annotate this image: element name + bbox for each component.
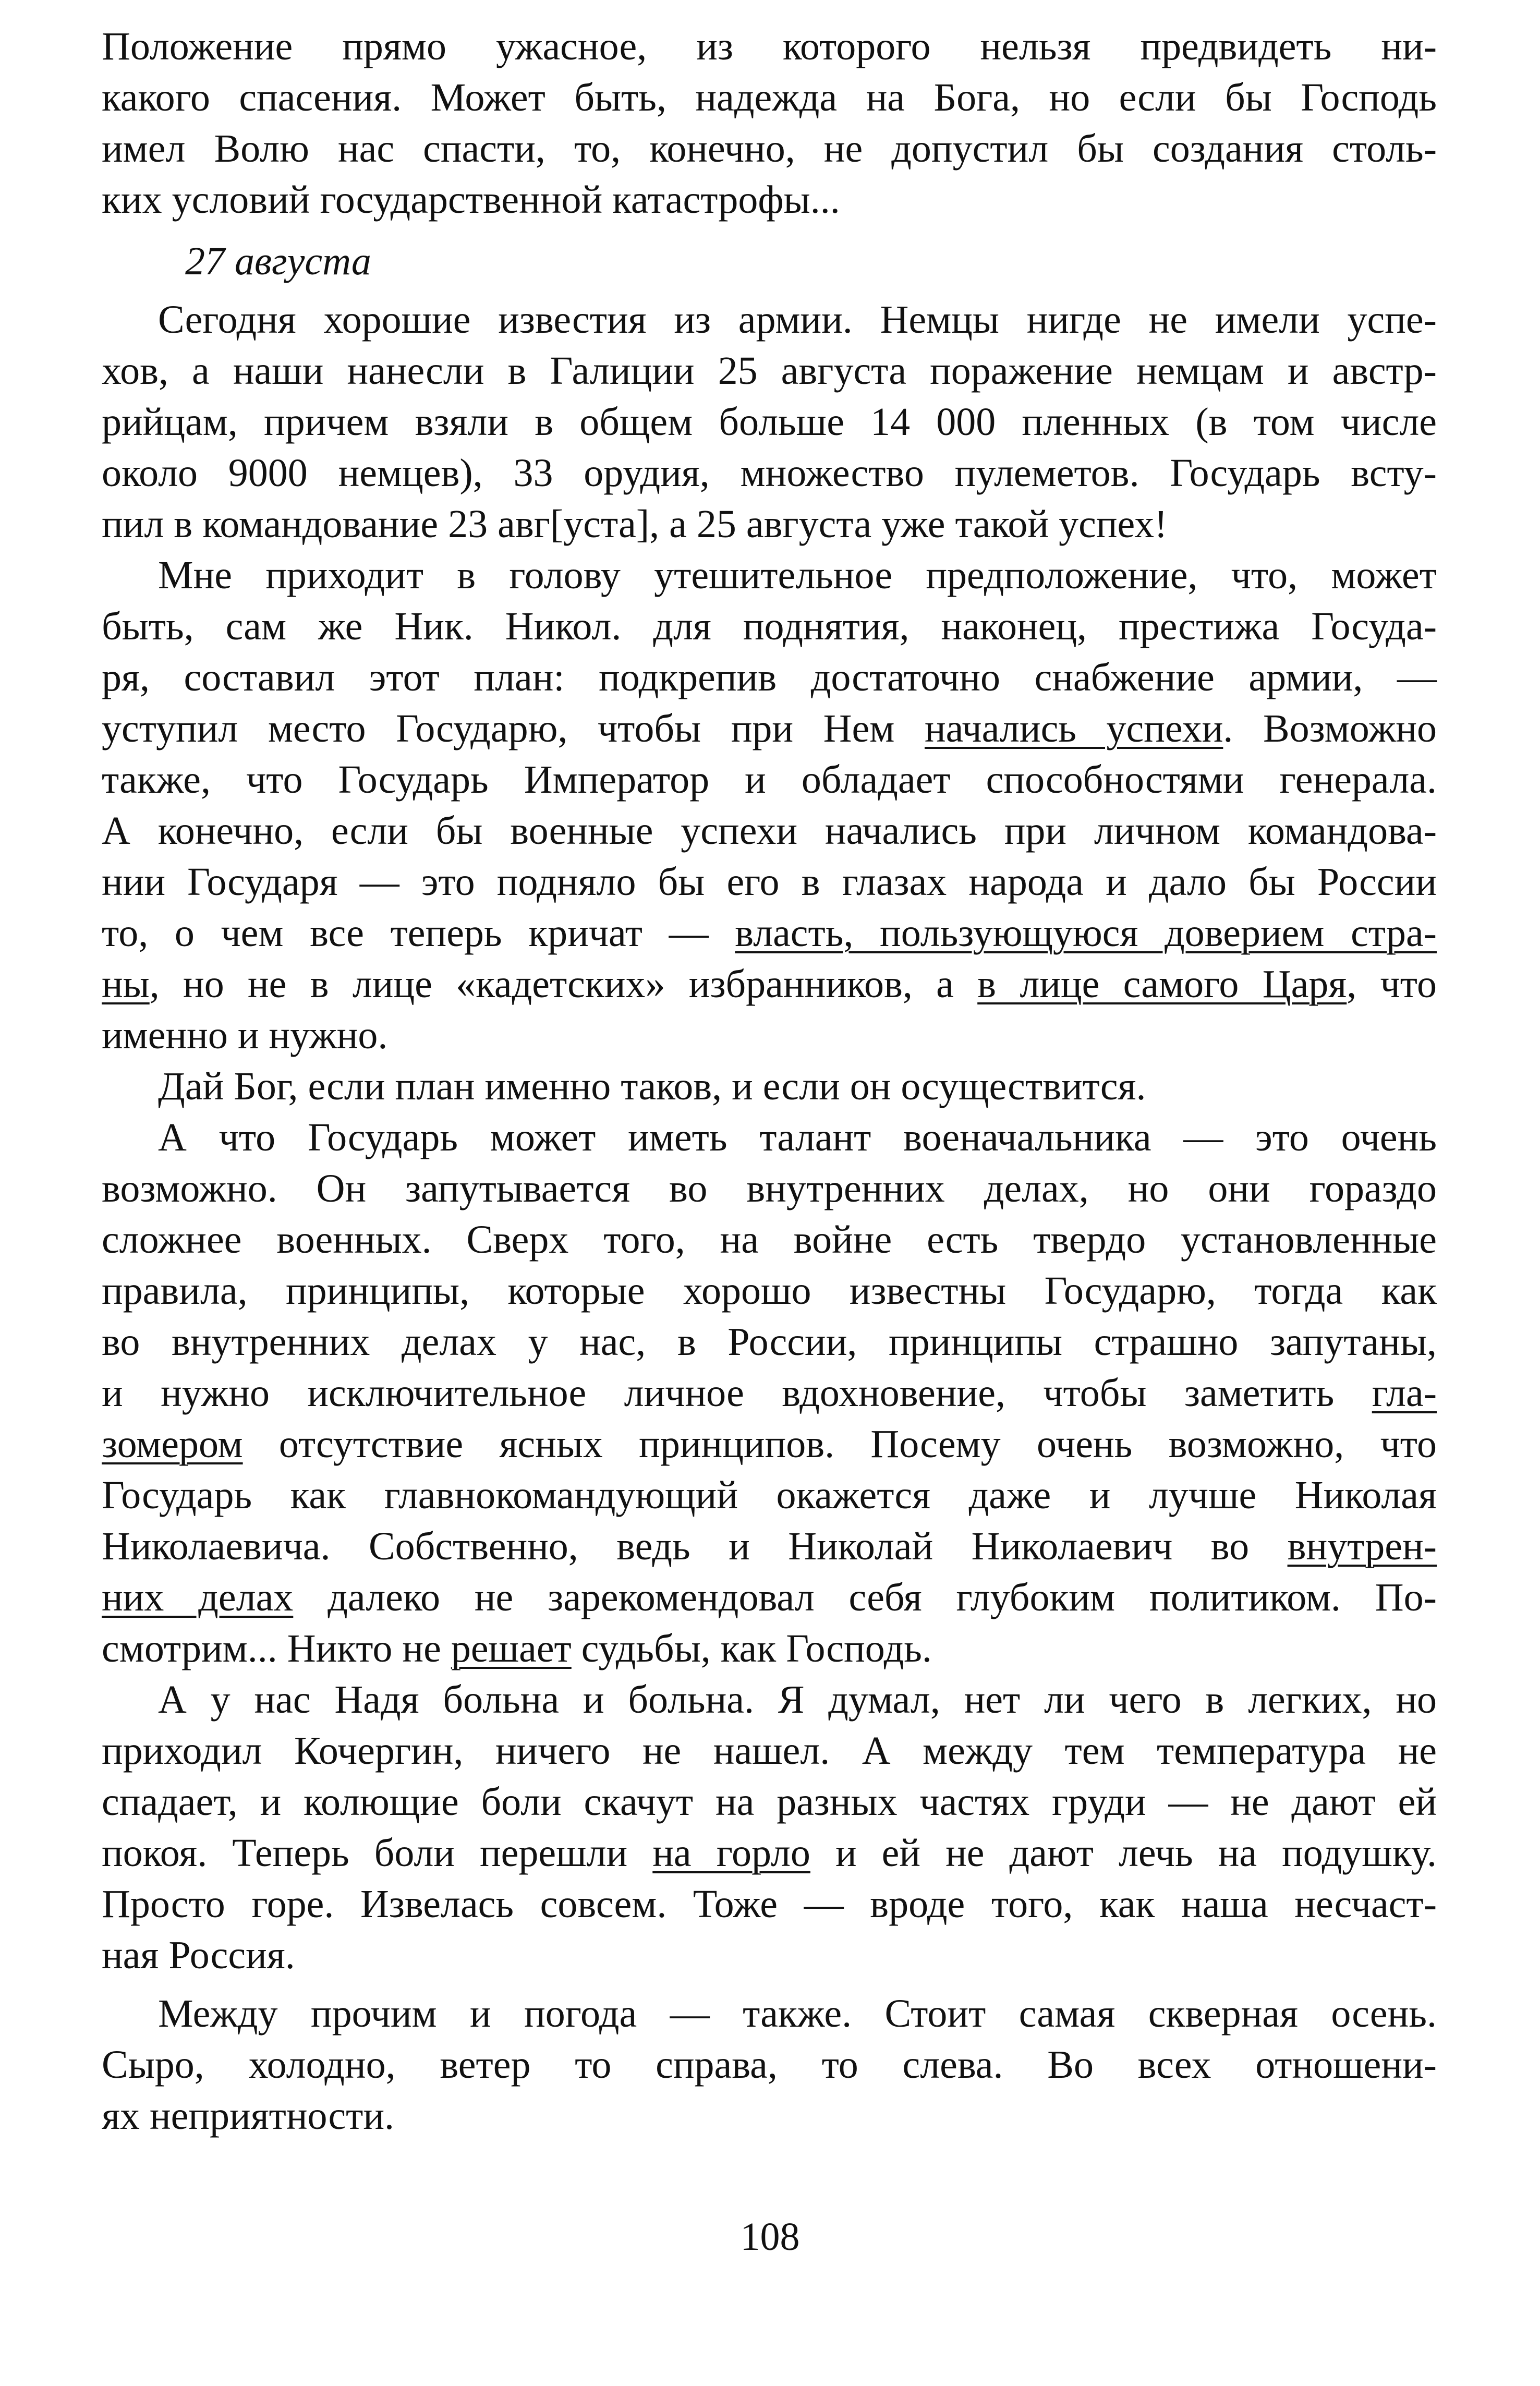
text-fragment: и ей не дают лечь на подушку. bbox=[810, 1831, 1437, 1875]
paragraph bbox=[102, 1988, 1437, 2141]
text-line: Дай Бог, если план именно таков, и если он осуществится. bbox=[158, 1064, 1146, 1108]
text-line: приходил Кочергин, ничего не нашел. А между тем температура не bbox=[102, 1729, 1437, 1773]
text-line: Мне приходит в голову утешительное предположение, что, может bbox=[158, 553, 1437, 597]
text-fragment: далеко не зарекомендовал себя глубоким политиком. По- bbox=[293, 1576, 1437, 1619]
text-fragment: и нужно исключительное личное вдохновение, чтобы заметить bbox=[102, 1371, 1372, 1415]
paragraph bbox=[102, 550, 1437, 1061]
text-line bbox=[102, 703, 1437, 754]
text-line: Сыро, холодно, ветер то справа, то слева. Во всех отношени- bbox=[102, 2043, 1437, 2087]
text-line: рийцам, причем взяли в общем больше 14 000 пленных (в том числе bbox=[102, 400, 1437, 444]
text-line: Сегодня хорошие известия из армии. Немцы нигде не имели успе- bbox=[158, 298, 1437, 342]
text-line: какого спасения. Может быть, надежда на Бога, но если бы Господь bbox=[102, 76, 1437, 119]
text-line: около 9000 немцев), 33 орудия, множество пулеметов. Государь всту- bbox=[102, 451, 1437, 495]
text-fragment: покоя. Теперь боли перешли bbox=[102, 1831, 653, 1875]
text-line bbox=[102, 1521, 1437, 1572]
underlined-text: гла- bbox=[1372, 1371, 1437, 1415]
text-fragment: уступил место Государю, чтобы при Нем bbox=[102, 707, 925, 750]
text-line: Между прочим и погода — также. Стоит самая скверная осень. bbox=[158, 1992, 1437, 2036]
text-line bbox=[102, 907, 1437, 959]
text-line: Просто горе. Извелась совсем. Тоже — вроде того, как наша несчаст- bbox=[102, 1882, 1437, 1926]
underlined-text: начались успехи bbox=[924, 707, 1223, 750]
text-line: именно и нужно. bbox=[102, 1013, 388, 1057]
text-line: Положение прямо ужасное, из которого нельзя предвидеть ни- bbox=[102, 25, 1437, 68]
text-line: нии Государя — это подняло бы его в глазах народа и дало бы России bbox=[102, 860, 1437, 904]
text-line bbox=[102, 959, 1437, 1010]
text-line bbox=[102, 1572, 1437, 1623]
text-line bbox=[102, 1623, 1437, 1674]
paragraph bbox=[102, 294, 1437, 550]
text-line: А у нас Надя больна и больна. Я думал, нет ли чего в легких, но bbox=[158, 1678, 1437, 1722]
text-line: ях неприятности. bbox=[102, 2094, 395, 2138]
text-line bbox=[102, 1419, 1437, 1470]
text-line: во внутренних делах у нас, в России, принципы страшно запутаны, bbox=[102, 1320, 1437, 1364]
text-line: пил в командование 23 авг[уста], а 25 августа уже такой успех! bbox=[102, 502, 1168, 546]
text-fragment: смотрим... Никто не bbox=[102, 1627, 451, 1670]
text-line: спадает, и колющие боли скачут на разных частях груди — не дают ей bbox=[102, 1780, 1437, 1824]
underlined-text: внутрен- bbox=[1287, 1524, 1437, 1568]
text-line: правила, принципы, которые хорошо известны Государю, тогда как bbox=[102, 1269, 1437, 1313]
paragraph bbox=[102, 1674, 1437, 1981]
text-fragment: , но не в лице «кадетских» избранников, а bbox=[149, 962, 978, 1006]
text-line: ря, составил этот план: подкрепив достаточно снабжение армии, — bbox=[102, 656, 1437, 699]
text-line: ная Россия. bbox=[102, 1933, 295, 1977]
underlined-text: власть, пользующуюся доверием стра- bbox=[735, 911, 1437, 955]
underlined-text: решает bbox=[451, 1627, 572, 1670]
paragraph bbox=[102, 21, 1437, 225]
underlined-text: в лице самого Царя bbox=[977, 962, 1347, 1006]
text-fragment: . Возможно bbox=[1223, 707, 1437, 750]
underlined-text: зомером bbox=[102, 1422, 243, 1466]
text-line bbox=[102, 1827, 1437, 1879]
underlined-text: них делах bbox=[102, 1576, 294, 1619]
text-line bbox=[102, 1367, 1437, 1419]
underlined-text: ны bbox=[102, 962, 150, 1006]
date-heading: 27 августа bbox=[185, 239, 371, 283]
text-fragment: Николаевича. Собственно, ведь и Николай Николаевич во bbox=[102, 1524, 1288, 1568]
text-line: быть, сам же Ник. Никол. для поднятия, наконец, престижа Госуда- bbox=[102, 604, 1437, 648]
page-number: 108 bbox=[740, 2215, 800, 2259]
text-line: хов, а наши нанесли в Галиции 25 августа поражение немцам и австр- bbox=[102, 349, 1437, 393]
document-page bbox=[102, 21, 1437, 2141]
text-line: также, что Государь Император и обладает способностями генерала. bbox=[102, 758, 1437, 802]
text-fragment: отсутствие ясных принципов. Посему очень возможно, что bbox=[242, 1422, 1437, 1466]
text-line: сложнее военных. Сверх того, на войне есть твердо установленные bbox=[102, 1218, 1437, 1262]
text-line: А что Государь может иметь талант военачальника — это очень bbox=[158, 1116, 1437, 1159]
underlined-text: на горло bbox=[652, 1831, 810, 1875]
text-line: возможно. Он запутывается во внутренних делах, но они гораздо bbox=[102, 1167, 1437, 1210]
text-fragment: , что bbox=[1347, 962, 1437, 1006]
text-line: ких условий государственной катастрофы... bbox=[102, 178, 840, 222]
text-fragment: то, о чем все теперь кричат — bbox=[102, 911, 735, 955]
paragraph bbox=[102, 1061, 1437, 1112]
text-line: А конечно, если бы военные успехи начались при личном командова- bbox=[102, 809, 1437, 853]
text-fragment: судьбы, как Господь. bbox=[571, 1627, 932, 1670]
text-line: Государь как главнокомандующий окажется даже и лучше Николая bbox=[102, 1473, 1437, 1517]
text-line: имел Волю нас спасти, то, конечно, не допустил бы создания столь- bbox=[102, 127, 1437, 171]
paragraph bbox=[102, 1112, 1437, 1674]
